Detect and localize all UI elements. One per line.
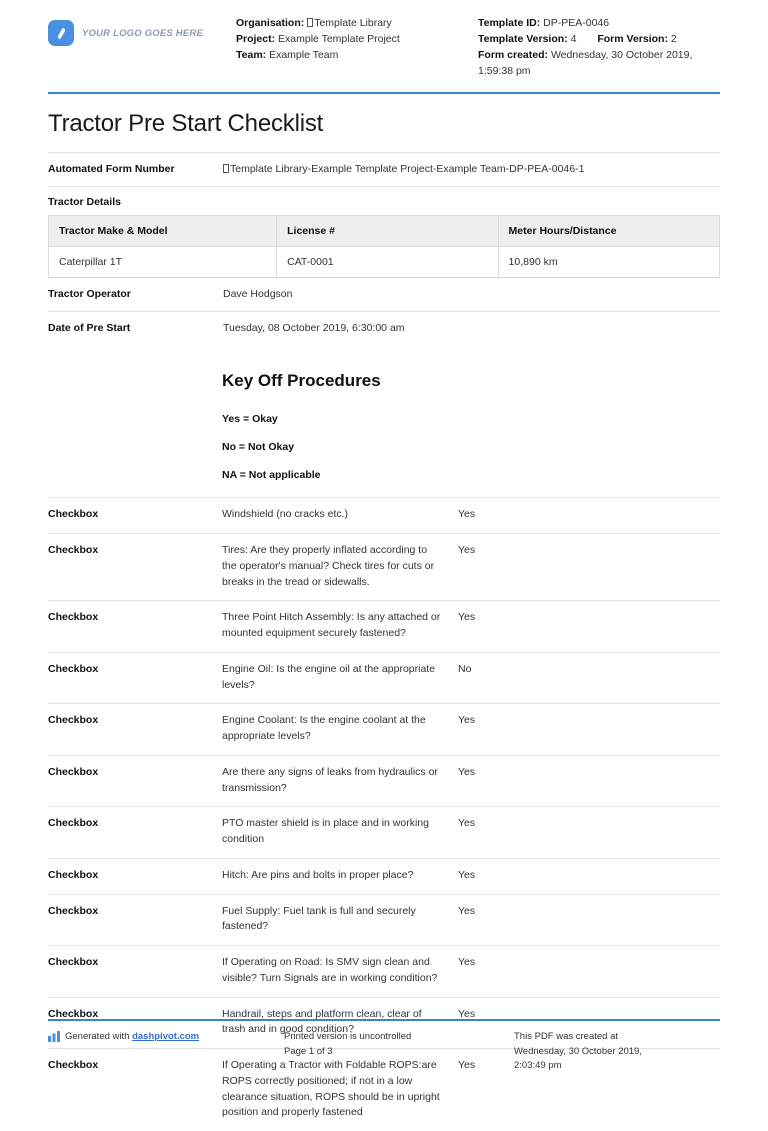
- checklist-type-label: Checkbox: [48, 611, 99, 624]
- automated-form-number-label: Automated Form Number: [48, 162, 175, 175]
- checklist-type-label: Checkbox: [48, 662, 99, 675]
- cell-license: CAT-0001: [277, 247, 498, 278]
- date-of-pre-start-row: [48, 311, 720, 345]
- checklist-question: If Operating a Tractor with Foldable ROPS:are ROPS correctly positioned; if not in a low clearance situation, ROPS should be in upright position and properly fastened: [222, 1059, 440, 1119]
- checklist-question: Fuel Supply: Fuel tank is full and securely fastened?: [222, 904, 416, 933]
- checklist-answer: Yes: [458, 611, 476, 624]
- checklist-question: Tires: Are they properly inflated according to the operator's manual? Check tires for cuts or breaks in the tread or sidewalls.: [222, 544, 435, 588]
- checklist-answer: Yes: [458, 1059, 476, 1072]
- header-meta-right: [478, 16, 720, 80]
- tractor-details-section-label: Tractor Details: [48, 186, 720, 215]
- checklist-row: [48, 497, 720, 533]
- checklist-answer: No: [458, 662, 472, 675]
- footer-generated-label: Generated with: [65, 1031, 130, 1043]
- checklist-type-label: Checkbox: [48, 956, 99, 969]
- tractor-details-table: [48, 215, 720, 278]
- dashpivot-link[interactable]: dashpivot.com: [132, 1031, 200, 1043]
- project-label: Project:: [236, 32, 276, 45]
- checklist-type-label: Checkbox: [48, 904, 99, 917]
- checklist-row: [48, 858, 720, 894]
- checklist-row: [48, 945, 720, 997]
- checklist-type-label: Checkbox: [48, 1059, 99, 1072]
- footer-generated-with: [48, 1030, 284, 1044]
- key-off-procedures-heading: Key Off Procedures: [222, 371, 381, 391]
- pdf-created-date: Wednesday, 30 October 2019,: [514, 1045, 642, 1057]
- project-value: Example Template Project: [278, 32, 400, 45]
- checklist-question: Windshield (no cracks etc.): [222, 508, 349, 521]
- document-footer: [0, 1019, 768, 1073]
- column-header-license: License #: [277, 216, 498, 247]
- checklist-row: [48, 806, 720, 858]
- uncontrolled-notice: Printed version is uncontrolled: [284, 1031, 412, 1043]
- template-id-label: Template ID:: [478, 17, 541, 29]
- cell-make-model: Caterpillar 1T: [49, 247, 277, 278]
- checklist-question: Are there any signs of leaks from hydraulics or transmission?: [222, 765, 438, 794]
- template-version-label: Template Version:: [478, 32, 568, 45]
- document-header: [48, 0, 720, 80]
- column-header-meter-hours: Meter Hours/Distance: [498, 216, 719, 247]
- template-id-field: [478, 16, 720, 32]
- pdf-created-time: 2:03:49 pm: [514, 1059, 562, 1071]
- missing-glyph-icon: [223, 164, 229, 173]
- organisation-value: Template Library: [314, 17, 392, 29]
- checklist-answer: Yes: [458, 817, 476, 830]
- footer-print-notice: [284, 1030, 514, 1059]
- form-created-value: Wednesday, 30 October 2019,: [550, 48, 693, 61]
- automated-form-number-row: [48, 152, 720, 186]
- footer-divider: [48, 1019, 720, 1021]
- date-of-pre-start-label: Date of Pre Start: [48, 322, 131, 335]
- cell-meter-hours: 10,890 km: [498, 247, 719, 278]
- checklist-question: Engine Coolant: Is the engine coolant at the appropriate levels?: [222, 714, 426, 743]
- checklist-question: Three Point Hitch Assembly: Is any attached or mounted equipment securely fastened?: [222, 611, 441, 640]
- template-version-value: 4: [570, 32, 577, 45]
- legend-item-na: NA = Not applicable: [222, 469, 321, 482]
- answer-legend: [222, 413, 720, 481]
- checklist-answer: Yes: [458, 956, 476, 969]
- checklist-type-label: Checkbox: [48, 508, 99, 521]
- footer-created-at: [514, 1030, 720, 1073]
- checklist-answer: Yes: [458, 508, 476, 521]
- tractor-operator-label: Tractor Operator: [48, 288, 131, 301]
- form-version-label: Form Version:: [597, 32, 668, 45]
- checklist-answer: Yes: [458, 904, 476, 917]
- checklist-row: [48, 600, 720, 652]
- checklist-type-label: Checkbox: [48, 544, 99, 557]
- organisation-field: [236, 16, 478, 32]
- header-meta-left: [236, 16, 478, 64]
- organisation-label: Organisation:: [236, 17, 305, 29]
- checklist-question: Hitch: Are pins and bolts in proper place?: [222, 868, 414, 881]
- checklist-type-label: Checkbox: [48, 765, 99, 778]
- missing-glyph-icon: [307, 18, 313, 27]
- form-created-time: 1:59:38 pm: [478, 64, 531, 77]
- checklist-type-label: Checkbox: [48, 1007, 99, 1020]
- template-id-value: DP-PEA-0046: [543, 17, 610, 29]
- company-logo-icon: [48, 20, 74, 46]
- form-version-value: 2: [670, 32, 677, 45]
- table-row: [49, 247, 720, 278]
- team-label: Team:: [236, 48, 267, 61]
- bar-chart-icon: [48, 1031, 60, 1042]
- tractor-operator-value: Dave Hodgson: [223, 288, 293, 301]
- page-title: Tractor Pre Start Checklist: [48, 109, 324, 137]
- logo-block: [48, 16, 236, 46]
- checklist-answer: Yes: [458, 714, 476, 727]
- checklist-type-label: Checkbox: [48, 714, 99, 727]
- date-of-pre-start-value: Tuesday, 08 October 2019, 6:30:00 am: [223, 322, 405, 335]
- checklist-row: [48, 894, 720, 946]
- header-divider: [48, 92, 720, 94]
- checklist-row: [48, 703, 720, 755]
- checklist-answer: Yes: [458, 868, 476, 881]
- team-value: Example Team: [269, 48, 339, 61]
- tractor-operator-row: [48, 278, 720, 311]
- checklist-question: Handrail, steps and platform clean, clear of trash and in good condition?: [222, 1007, 422, 1036]
- checklist-row: [48, 755, 720, 807]
- automated-form-number-value: [223, 162, 720, 177]
- legend-item-no: No = Not Okay: [222, 441, 295, 454]
- checklist-answer: Yes: [458, 1007, 476, 1020]
- version-field: [478, 32, 720, 48]
- column-header-make-model: Tractor Make & Model: [49, 216, 277, 247]
- form-created-field: [478, 48, 720, 80]
- checklist-type-label: Checkbox: [48, 817, 99, 830]
- form-created-label: Form created:: [478, 48, 549, 61]
- checklist-row: [48, 533, 720, 600]
- checklist-row: [48, 652, 720, 704]
- checklist-answer: Yes: [458, 765, 476, 778]
- logo-text: YOUR LOGO GOES HERE: [82, 27, 203, 39]
- page-number: Page 1 of 3: [284, 1045, 333, 1057]
- checklist-question: If Operating on Road: Is SMV sign clean and visible? Turn Signals are in working condition?: [222, 956, 438, 984]
- automated-form-number-text: Template Library-Example Template Project-Example Team-DP-PEA-0046-1: [230, 162, 585, 175]
- checklist-question: PTO master shield is in place and in working condition: [222, 817, 429, 846]
- team-field: [236, 48, 478, 64]
- pdf-created-label: This PDF was created at: [514, 1031, 619, 1043]
- legend-item-yes: Yes = Okay: [222, 413, 278, 426]
- table-header-row: [49, 216, 720, 247]
- checklist-question: Engine Oil: Is the engine oil at the appropriate levels?: [222, 662, 436, 691]
- checklist-type-label: Checkbox: [48, 868, 99, 881]
- project-field: [236, 32, 478, 48]
- checklist-answer: Yes: [458, 544, 476, 557]
